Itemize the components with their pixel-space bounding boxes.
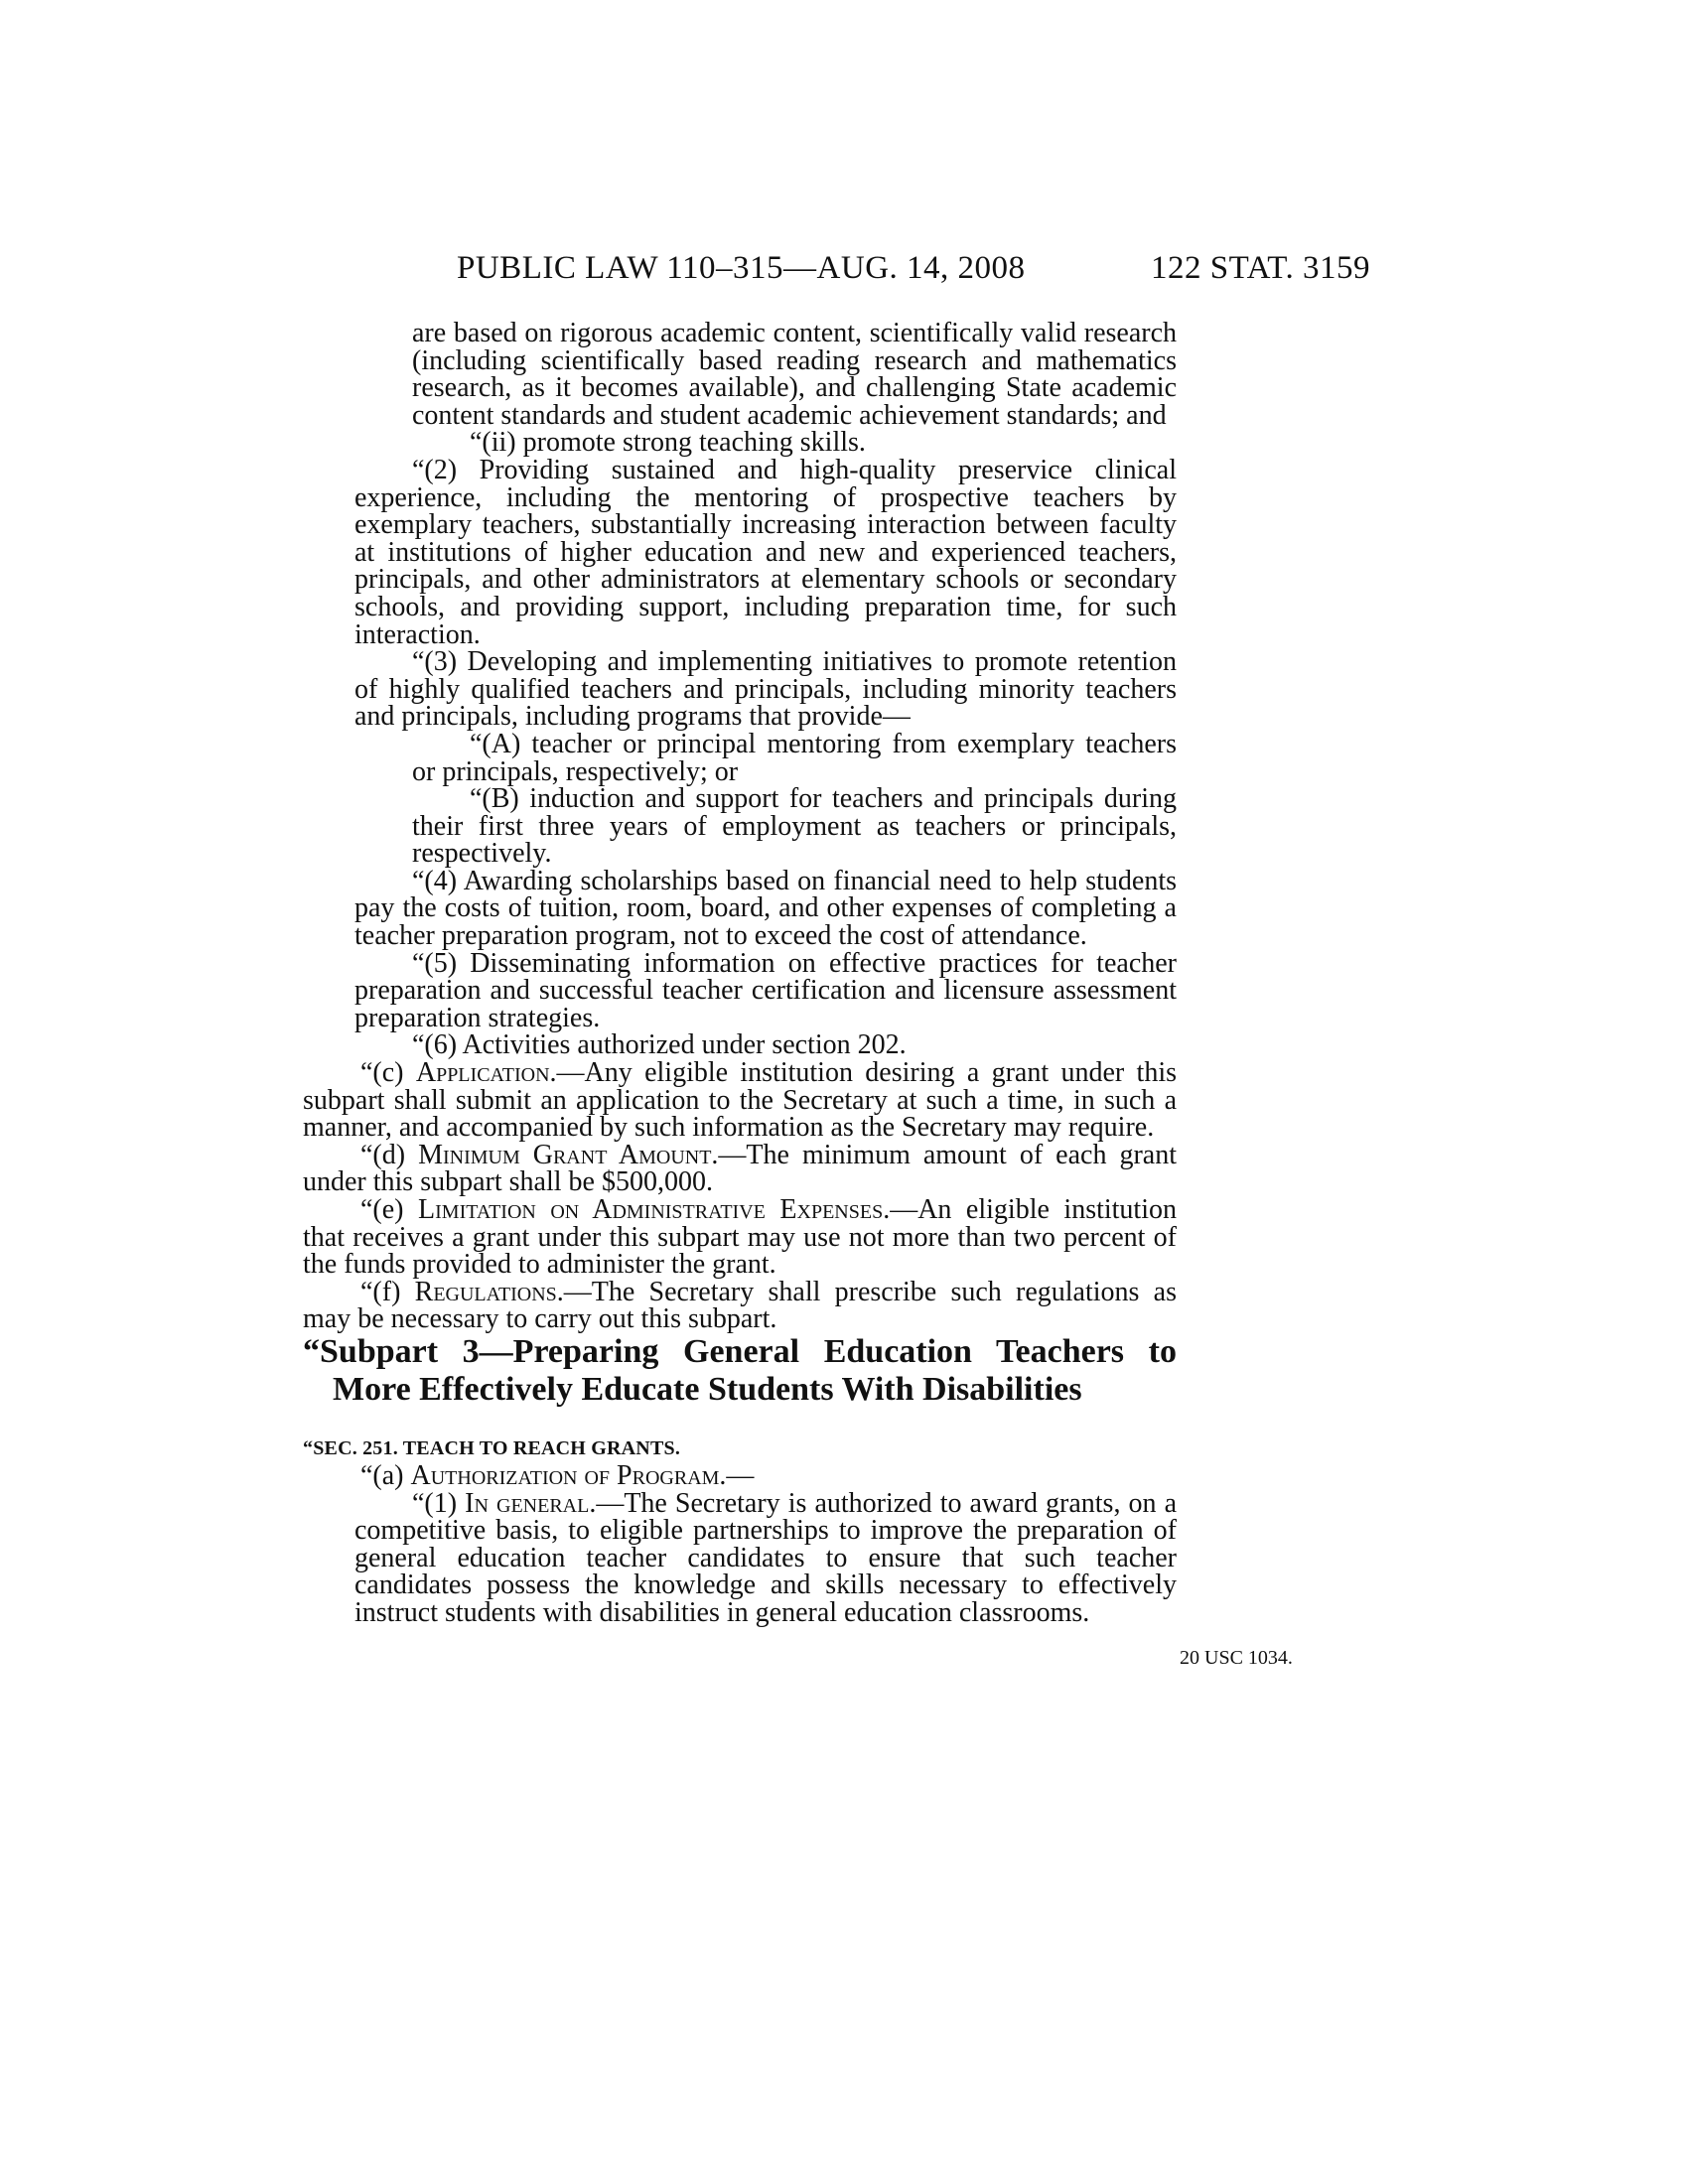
- paragraph-5: “(5) Disseminating information on effective practices for teacher preparation and successful teacher certification and licensure assessment preparation strategies.: [354, 947, 1177, 1033]
- paragraph-e-text: .—An eligible institution that receives a grant under this subpart may use not more than two percent of the funds provided to administer the grant.: [303, 1194, 1177, 1281]
- paragraph-f-prefix: “(f): [360, 1276, 415, 1307]
- paragraph-f-heading: Regulations: [414, 1276, 557, 1307]
- page-header: [457, 250, 1370, 294]
- paragraph-d-heading: Minimum Grant Amount: [418, 1139, 712, 1170]
- paragraph-c-prefix: “(c): [360, 1057, 416, 1089]
- paragraph-a: [303, 1459, 1177, 1491]
- paragraph-a-prefix: “(a): [360, 1459, 411, 1491]
- paragraph-e: [303, 1196, 1177, 1279]
- subpart-heading: “Subpart 3—Preparing General Education Teachers to More Effectively Educate Students With Disabilities: [303, 1332, 1177, 1408]
- paragraph-a-1-prefix: “(1): [412, 1487, 466, 1519]
- paragraph-6: “(6) Activities authorized under section 202.: [412, 1029, 907, 1061]
- paragraph-c-heading: Application: [415, 1057, 550, 1089]
- paragraph-e-prefix: “(e): [360, 1194, 419, 1225]
- paragraph-4: “(4) Awarding scholarships based on financial need to help students pay the costs of tuition, room, board, and other expenses of completing a teacher preparation program, not to exceed the cost of attendance.: [354, 865, 1177, 952]
- paragraph-B: “(B) induction and support for teachers and principals during their first three years of employment as teachers or principals, respectively.: [412, 783, 1177, 870]
- section-heading: “SEC. 251. TEACH TO REACH GRANTS.: [303, 1436, 681, 1459]
- running-title: PUBLIC LAW 110–315—AUG. 14, 2008: [457, 250, 1026, 286]
- paragraph-a-1: [303, 1487, 1178, 1628]
- paragraph-a-text: .—: [719, 1459, 755, 1491]
- paragraph-3: “(3) Developing and implementing initiatives to promote retention of highly qualified teachers and principals, including minority teachers and principals, including programs that provide—: [354, 646, 1177, 733]
- document-body: [303, 320, 1177, 1627]
- paragraph-continuation: are based on rigorous academic content, scientifically valid research (including scientifically based reading research and mathematics research, as it becomes available), and challenging State academic content standards and student academic achievement standards; and: [412, 318, 1177, 431]
- paragraph-a-1-text: .—The Secretary is authorized to award grants, on a competitive basis, to eligible partnerships to improve the preparation of general education teacher candidates to ensure that such teacher candidates possess the knowledge and skills necessary to effectively instruct students with disabilities in general education classrooms.: [354, 1487, 1178, 1628]
- paragraph-A: “(A) teacher or principal mentoring from exemplary teachers or principals, respectively; or: [412, 728, 1177, 787]
- paragraph-d: [303, 1139, 1177, 1198]
- paragraph-f: [303, 1276, 1178, 1335]
- paragraph-ii: “(ii) promote strong teaching skills.: [470, 427, 866, 459]
- paragraph-c-text: .—Any eligible institution desiring a grant under this subpart shall submit an application to the Secretary at such a time, in such a manner, and accompanied by such information as the Secretary may require.: [303, 1057, 1177, 1144]
- paragraph-2: “(2) Providing sustained and high-quality preservice clinical experience, including the mentoring of prospective teachers by exemplary teachers, substantially increasing interaction between faculty at institutions of higher education and new and experienced teachers, principals, and other administrators at elementary schools or secondary schools, and providing support, including preparation time, for such interaction.: [354, 454, 1177, 650]
- section-heading-line: [303, 1433, 1177, 1462]
- paragraph-a-heading: Authorization of Program: [410, 1459, 720, 1491]
- paragraph-e-heading: Limitation on Administrative Expenses: [418, 1194, 884, 1225]
- paragraph-f-text: .—The Secretary shall prescribe such regulations as may be necessary to carry out this subpart.: [303, 1276, 1178, 1335]
- usc-margin-note: 20 USC 1034.: [1180, 1647, 1293, 1669]
- statute-page-number: 122 STAT. 3159: [1150, 250, 1370, 286]
- paragraph-d-prefix: “(d): [360, 1139, 419, 1170]
- paragraph-d-text: .—The minimum amount of each grant under this subpart shall be $500,000.: [303, 1139, 1177, 1198]
- paragraph-c: [303, 1059, 1177, 1142]
- paragraph-a-1-heading: In general: [465, 1487, 590, 1519]
